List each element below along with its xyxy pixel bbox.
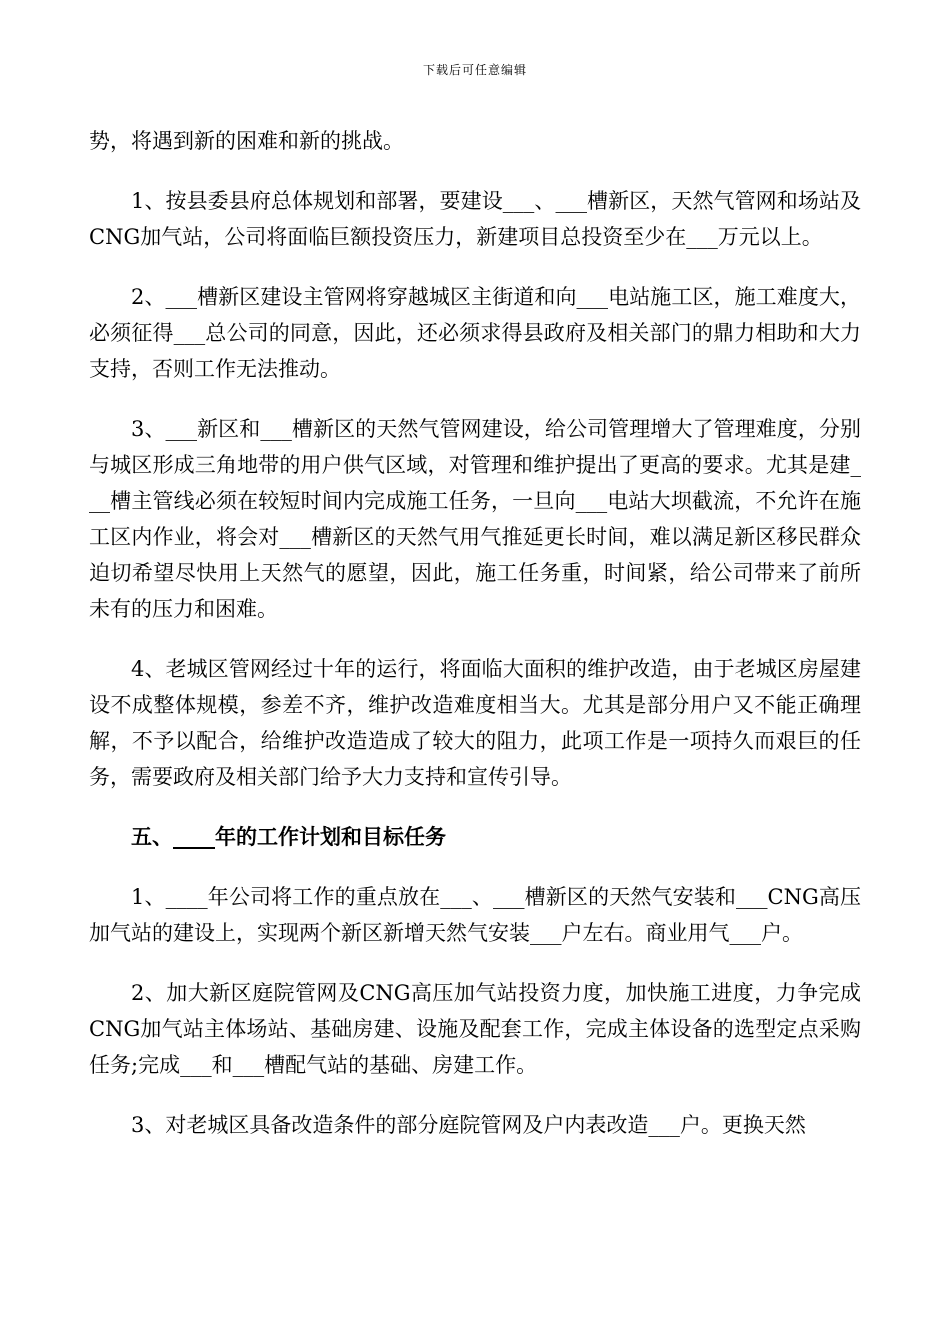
plan-paragraph-3: 3、对老城区具备改造条件的部分庭院管网及户内表改造___户。更换天然 (131, 1113, 806, 1137)
plan-paragraph-1: 1、____年公司将工作的重点放在___、___槽新区的天然气安装和___CNG高压加气站的建设上，实现两个新区新增天然气安装___户左右。商业用气___户。 (89, 885, 861, 945)
continuation-paragraph: 势，将遇到新的困难和新的挑战。 (89, 129, 404, 153)
page-header: 下载后可任意编辑 (422, 63, 527, 77)
challenge-paragraph-2: 2、___槽新区建设主管网将穿越城区主街道和向___电站施工区，施工难度大，必须征得___总公司的同意，因此，还必须求得县政府及相关部门的鼎力相助和大力支持，否则工作无法推动。 (89, 285, 861, 381)
section-heading: 五、____年的工作计划和目标任务 (131, 824, 446, 849)
challenge-paragraph-1: 1、按县委县府总体规划和部署，要建设___、___槽新区，天然气管网和场站及CNG加气站，公司将面临巨额投资压力，新建项目总投资至少在___万元以上。 (89, 189, 861, 249)
document-body (89, 123, 861, 1143)
plan-paragraph-2: 2、加大新区庭院管网及CNG高压加气站投资力度，加快施工进度，力争完成CNG加气站主体场站、基础房建、设施及配套工作，完成主体设备的选型定点采购任务;完成___和___槽配气站的基础、房建工作。 (89, 981, 861, 1077)
challenge-paragraph-3: 3、___新区和___槽新区的天然气管网建设，给公司管理增大了管理难度，分别与城区形成三角地带的用户供气区域，对管理和维护提出了更高的要求。尤其是建___槽主管线必须在较短时间内完成施工任务，一旦向___电站大坝截流，不允许在施工区内作业，将会对___槽新区的天然气用气推延更长时间，难以满足新区移民群众迫切希望尽快用上天然气的愿望，因此，施工任务重，时间紧，给公司带来了前所未有的压力和困难。 (89, 417, 861, 621)
challenge-paragraph-4: 4、老城区管网经过十年的运行，将面临大面积的维护改造，由于老城区房屋建设不成整体规模，参差不齐，维护改造难度相当大。尤其是部分用户又不能正确理解，不予以配合，给维护改造造成了较大的阻力，此项工作是一项持久而艰巨的任务，需要政府及相关部门给予大力支持和宣传引导。 (89, 657, 861, 789)
